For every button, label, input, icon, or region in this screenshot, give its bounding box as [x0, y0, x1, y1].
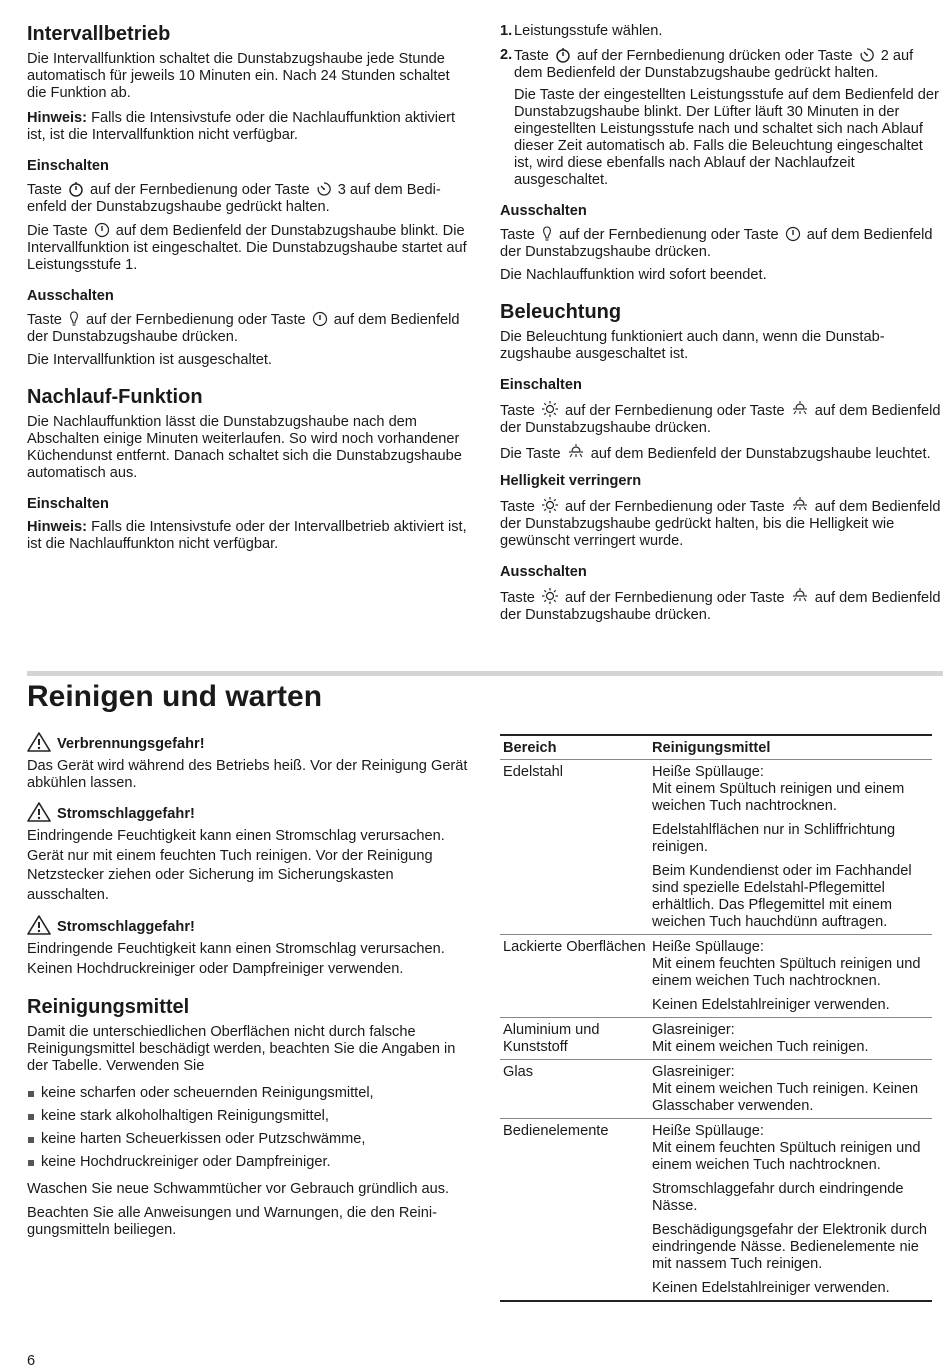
- nachlauf-aus-status: Die Nachlauffunktion wird sofort beendet.: [500, 267, 767, 283]
- cleaning-table: [500, 734, 932, 1302]
- list-item: keine stark alkoholhaltigen Reinigungsmittel,: [27, 1108, 472, 1125]
- table-row: [500, 1018, 932, 1060]
- lamp-icon: [567, 443, 585, 461]
- nachlauf-text: Die Nachlauffunktion lässt die Dunstabzugshaube nach dem Abschalten einige Minuten weiterlaufen. So wird noch vorhandener Küchendunst entfernt. Danach schaltet sich die Dunstabzugshaube automatisch aus.: [27, 414, 462, 481]
- list-item: keine harten Scheuerkissen oder Putzschwämme,: [27, 1131, 472, 1148]
- table-row: [500, 1060, 932, 1119]
- chapter-divider: [27, 671, 943, 676]
- sun-icon: [541, 587, 559, 605]
- power-icon: [312, 311, 328, 327]
- cell-mittel: Heiße Spüllauge: Mit einem feuchten Spültuch reinigen und einem weichen Tuch nachtrocknen. Stromschlaggefahr durch eindringende Nässe. Beschädigungsgefahr der Elektronik durch eindringende Nässe. Bedienelemente nie mit nassem Tuch reinigen. Keinen Edelstahlreiniger verwenden.: [649, 1119, 932, 1302]
- intervall-text: Die Intervallfunktion schaltet die Dunstabzugshaube jede Stunde automatisch für jeweils 10 Minuten ein. Nach 24 Stunden schaltet die Funktion ab.: [27, 51, 450, 101]
- nachlauf-hinweis: Hinweis: Falls die Intensivstufe oder der Intervallbetrieb aktiviert ist, ist die Nachlauffunkton nicht verfügbar.: [27, 519, 467, 552]
- intervall-aus-title: Ausschalten: [27, 288, 114, 304]
- table-row: [500, 1119, 932, 1302]
- reinigen-section: [27, 732, 472, 1239]
- cell-mittel: Glasreiniger: Mit einem weichen Tuch reinigen. Keinen Glasschaber verwenden.: [649, 1060, 932, 1119]
- cell-bereich: Bedienelemente: [500, 1119, 649, 1302]
- page-number: 6: [27, 1353, 36, 1369]
- cell-bereich: Lackierte Oberflächen: [500, 935, 649, 1018]
- beachten-note: Beachten Sie alle Anweisungen und Warnungen, die den Reinigungsmitteln beiliegen.: [27, 1205, 438, 1238]
- column-header-mittel: Reinigungsmittel: [649, 735, 932, 760]
- helligkeit-title: Helligkeit verringern: [500, 473, 642, 489]
- interval-icon: [316, 181, 332, 197]
- intervall-hinweis: Hinweis: Falls die Intensivstufe oder die Nachlauffunktion aktiviert ist, ist die Intervallfunktion nicht verfügbar.: [27, 110, 456, 143]
- step-2-detail: Die Taste der eingestellten Leistungsstufe auf dem Bedienfeld der Dunstabzugshaube blinkt. Der Lüfter läuft 30 Minuten in der eingestellten Leistungsstufe nach und schaltet sich nach Ablauf dieser Zeit automatisch ab. Falls die Beleuchtung eingeschaltet ist, wird diese ebenfalls nach Ablauf der Nachlaufzeit ausgeschaltet.: [514, 87, 939, 188]
- cell-bereich: Glas: [500, 1060, 649, 1119]
- step-2: 2. Taste auf der Fernbedienung drücken oder Taste 2 auf dem Bedienfeld der Dunstabzugshaube gedrückt halten. Die Taste der eingestellten Leistungsstufe auf dem Bedienfeld der Dunstabzugshaube blinkt. Der Lüfter läuft 30 Minuten in der eingestellten Leistungsstufe nach und schaltet sich nach Ablauf dieser Zeit automatisch ab. Falls die Beleuchtung eingeschaltet ist, wird diese ebenfalls nach Ablauf der Nachlaufzeit ausgeschaltet.: [500, 47, 945, 189]
- intervall-section: [27, 22, 472, 553]
- cell-bereich: Aluminium und Kunststoff: [500, 1018, 649, 1060]
- warning-shock-2-text: Eindringende Feuchtigkeit kann einen Stromschlag verursachen. Keinen Hochdruckreiniger oder Dampfreiniger verwenden.: [27, 941, 445, 977]
- table-header-row: [500, 735, 932, 760]
- intervall-ein-title: Einschalten: [27, 158, 109, 174]
- nachlauf-title: Nachlauf-Funktion: [27, 386, 203, 408]
- nachlauf-aus-title: Ausschalten: [500, 203, 587, 219]
- table-row: [500, 935, 932, 1018]
- warning-triangle-icon: [27, 732, 51, 752]
- nachlauf-ein-title: Einschalten: [27, 496, 109, 512]
- reinigungsmittel-text: Damit die unterschiedlichen Oberflächen nicht durch falsche Reinigungsmittel beschädigt werden, beachten Sie die Angaben in der Tabelle. Verwenden Sie: [27, 1024, 456, 1074]
- chapter-title: Reinigen und warten: [27, 680, 323, 713]
- warning-burn-text: Das Gerät wird während des Betriebs heiß. Vor der Reinigung Gerät abkühlen lassen.: [27, 758, 468, 791]
- nachlauf-aus-text: Taste auf der Fernbedienung oder Taste auf dem Bedienfeld der Dunstabzugshaube drücken.: [500, 227, 933, 260]
- intervall-title: Intervallbetrieb: [27, 23, 171, 45]
- cell-mittel: Heiße Spüllauge: Mit einem Spültuch reinigen und einem weichen Tuch nachtrocknen. Edelstahlflächen nur in Schliffrichtung reinigen. Beim Kundendienst oder im Fachhandel sind spezielle Edelstahl-Pflegemittel erhältlich. Das Pflegemittel mit einem weichen Tuch hauchdünn auftragen.: [649, 760, 932, 935]
- helligkeit-text: Taste auf der Fernbedienung oder Taste auf dem Bedienfeld der Dunstabzugshaube gedrückt halten, bis die Helligkeit wie gewünscht verringert wurde.: [500, 496, 945, 550]
- warning-triangle-icon: [27, 915, 51, 935]
- wash-note: Waschen Sie neue Schwammtücher vor Gebrauch gründlich aus.: [27, 1181, 450, 1197]
- beleuchtung-title: Beleuchtung: [500, 301, 622, 323]
- lamp-icon: [791, 496, 809, 514]
- lamp-icon: [791, 400, 809, 418]
- intervall-ein-status: Die Taste auf dem Bedienfeld der Dunstabzugshaube blinkt. Die Intervallfunktion ist eingeschaltet. Die Dunstabzugshaube startet auf Leistungsstufe 1.: [27, 223, 467, 273]
- beleuchtung-ein-status: Die Taste auf dem Bedienfeld der Dunstabzugshaube leuchtet.: [500, 443, 945, 463]
- intervall-aus-status: Die Intervallfunktion ist ausgeschaltet.: [27, 352, 272, 368]
- fan-remote-icon: [541, 226, 553, 242]
- sun-icon: [541, 400, 559, 418]
- interval-icon: [859, 47, 875, 63]
- fan-remote-icon: [68, 311, 80, 327]
- list-item: keine Hochdruckreiniger oder Dampfreiniger.: [27, 1154, 472, 1171]
- power-icon: [785, 226, 801, 242]
- beleuchtung-ein-text: Taste auf der Fernbedienung oder Taste auf dem Bedienfeld der Dunstabzugshaube drücken.: [500, 400, 945, 437]
- warning-burn: Verbrennungsgefahr!: [27, 732, 472, 753]
- timer-icon: [68, 181, 84, 197]
- nachlauf-continued-section: [500, 23, 945, 624]
- cell-mittel: Heiße Spüllauge: Mit einem feuchten Spültuch reinigen und einem weichen Tuch nachtrocknen. Keinen Edelstahlreiniger verwenden.: [649, 935, 932, 1018]
- step-1: 1. Leistungsstufe wählen.: [500, 23, 663, 39]
- list-item: keine scharfen oder scheuernden Reinigungsmittel,: [27, 1085, 472, 1102]
- timer-icon: [555, 47, 571, 63]
- sun-icon: [541, 496, 559, 514]
- power-icon: [94, 222, 110, 238]
- warning-shock-2: Stromschlaggefahr!: [27, 915, 472, 936]
- warning-shock-1: Stromschlaggefahr!: [27, 802, 472, 823]
- cell-mittel: Glasreiniger: Mit einem weichen Tuch reinigen.: [649, 1018, 932, 1060]
- warning-triangle-icon: [27, 802, 51, 822]
- table-row: [500, 760, 932, 935]
- cell-bereich: Edelstahl: [500, 760, 649, 935]
- intervall-aus-text: Taste auf der Fernbedienung oder Taste auf dem Bedienfeld der Dunstabzugshaube drücken.: [27, 312, 460, 345]
- nachlauf-steps: [500, 23, 945, 189]
- beleuchtung-text: Die Beleuchtung funktioniert auch dann, wenn die Dunstabzugshaube ausgeschaltet ist.: [500, 329, 885, 362]
- reinigungsmittel-list: [27, 1085, 472, 1171]
- reinigungsmittel-title: Reinigungsmittel: [27, 996, 190, 1018]
- beleuchtung-ein-title: Einschalten: [500, 377, 582, 393]
- intervall-ein-text: Taste auf der Fernbedienung oder Taste 3 auf dem Bedienfeld der Dunstabzugshaube gedrückt halten.: [27, 182, 441, 215]
- warning-shock-1-text: Eindringende Feuchtigkeit kann einen Stromschlag verursachen. Gerät nur mit einem feuchten Tuch reinigen. Vor der Reinigung Netzstecker ziehen oder Sicherung im Sicherungskasten ausschalten.: [27, 828, 445, 903]
- lamp-icon: [791, 587, 809, 605]
- beleuchtung-aus-title: Ausschalten: [500, 564, 587, 580]
- column-header-bereich: Bereich: [500, 735, 649, 760]
- beleuchtung-aus-text: Taste auf der Fernbedienung oder Taste auf dem Bedienfeld der Dunstabzugshaube drücken.: [500, 587, 945, 624]
